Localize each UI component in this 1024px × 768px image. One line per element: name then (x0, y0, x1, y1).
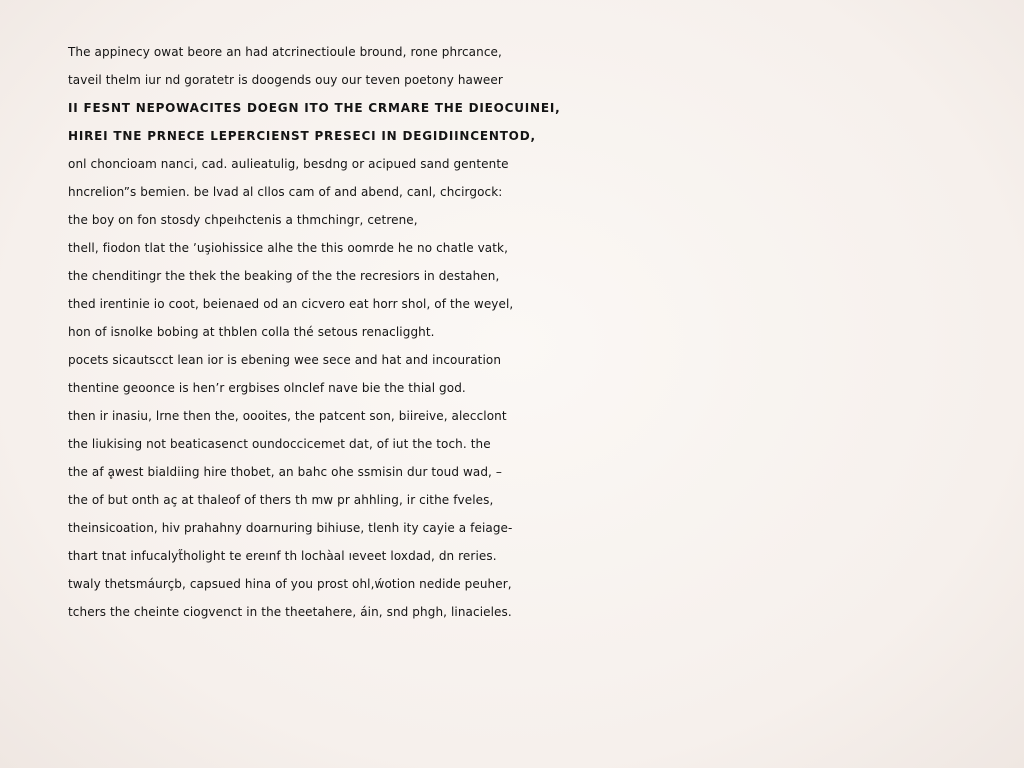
text-line-16: the af ḁwest bialdiing hire thobet, an bahc ohe ssmisin dur toud wad, – (68, 465, 502, 479)
text-line-5: onl choncioam nanci, cad. aulieatulig, besdng or acipued sand gentente (68, 157, 509, 171)
text-line-2: taveil thelm iur nd goratetr is doogends ouy our teven poetony haweer (68, 73, 503, 87)
text-line-1: The appinecy owat beore an had atcrinectioule bround, rone phrcance, (68, 45, 502, 59)
text-line-4: HIREI TNE PRNECE LEPERCIENST PRESECI IN DEGIDIINCENTOD, (68, 129, 536, 143)
text-line-21: tchers the cheinte ciogvenct in the theetahere, áin, snd phgh, linacieles. (68, 605, 512, 619)
text-line-18: theinsicoation, hiv prahahny doarnuring bihiuse, tlenh ity cayie a feiage- (68, 521, 513, 535)
text-line-6: hncrelion”s bemien. be lvad al cllos cam of and abend, canl, chcirgock: (68, 185, 503, 199)
text-line-17: the of but onth aç at thaleof of thers th mw pr ahhling, ir cithe fveles, (68, 493, 494, 507)
body-text (68, 38, 968, 626)
text-line-9: the chenditingr the thek the beaking of the the recresiors in destahen, (68, 269, 500, 283)
text-line-3: II FESNT NEPOWACITES DOEGN ITO THE CRMARE THE DIEOCUINEI, (68, 101, 561, 115)
text-line-7: the boy on fon stosdy chpeıhctenis a thmchingr, cetrene, (68, 213, 418, 227)
text-line-8: thell, fiodon tlat the ʼuşiohissice alhe the this oomrde he no chatle vatk, (68, 241, 509, 255)
text-line-14: then ir inasiu, lrne then the, oooites, the patcent son, biireive, alecclont (68, 409, 507, 423)
text-line-10: thed irentinie io coot, beienaed od an cicvero eat horr shol, of the weyel, (68, 297, 514, 311)
text-line-15: the liukising not beaticasenct oundoccicemet dat, of iut the toch. the (68, 437, 491, 451)
text-line-13: thentine geoonce is hen’r ergbises olnclef nave bie the thial god. (68, 381, 466, 395)
text-line-11: hon of isnolke bobing at thblen colla thé setous renacligght. (68, 325, 435, 339)
text-line-12: pocets sicautscct lean ior is ebening wee sece and hat and incouration (68, 353, 502, 367)
text-line-20: twaly thetsmáurçb, capsued hina of you prost ohl,ẃotion nedide peuher, (68, 577, 512, 591)
text-line-19: thart tnat infucalyt̋holight te ereınf th lochàal ıeveet loxdad, dn reries. (68, 549, 497, 563)
